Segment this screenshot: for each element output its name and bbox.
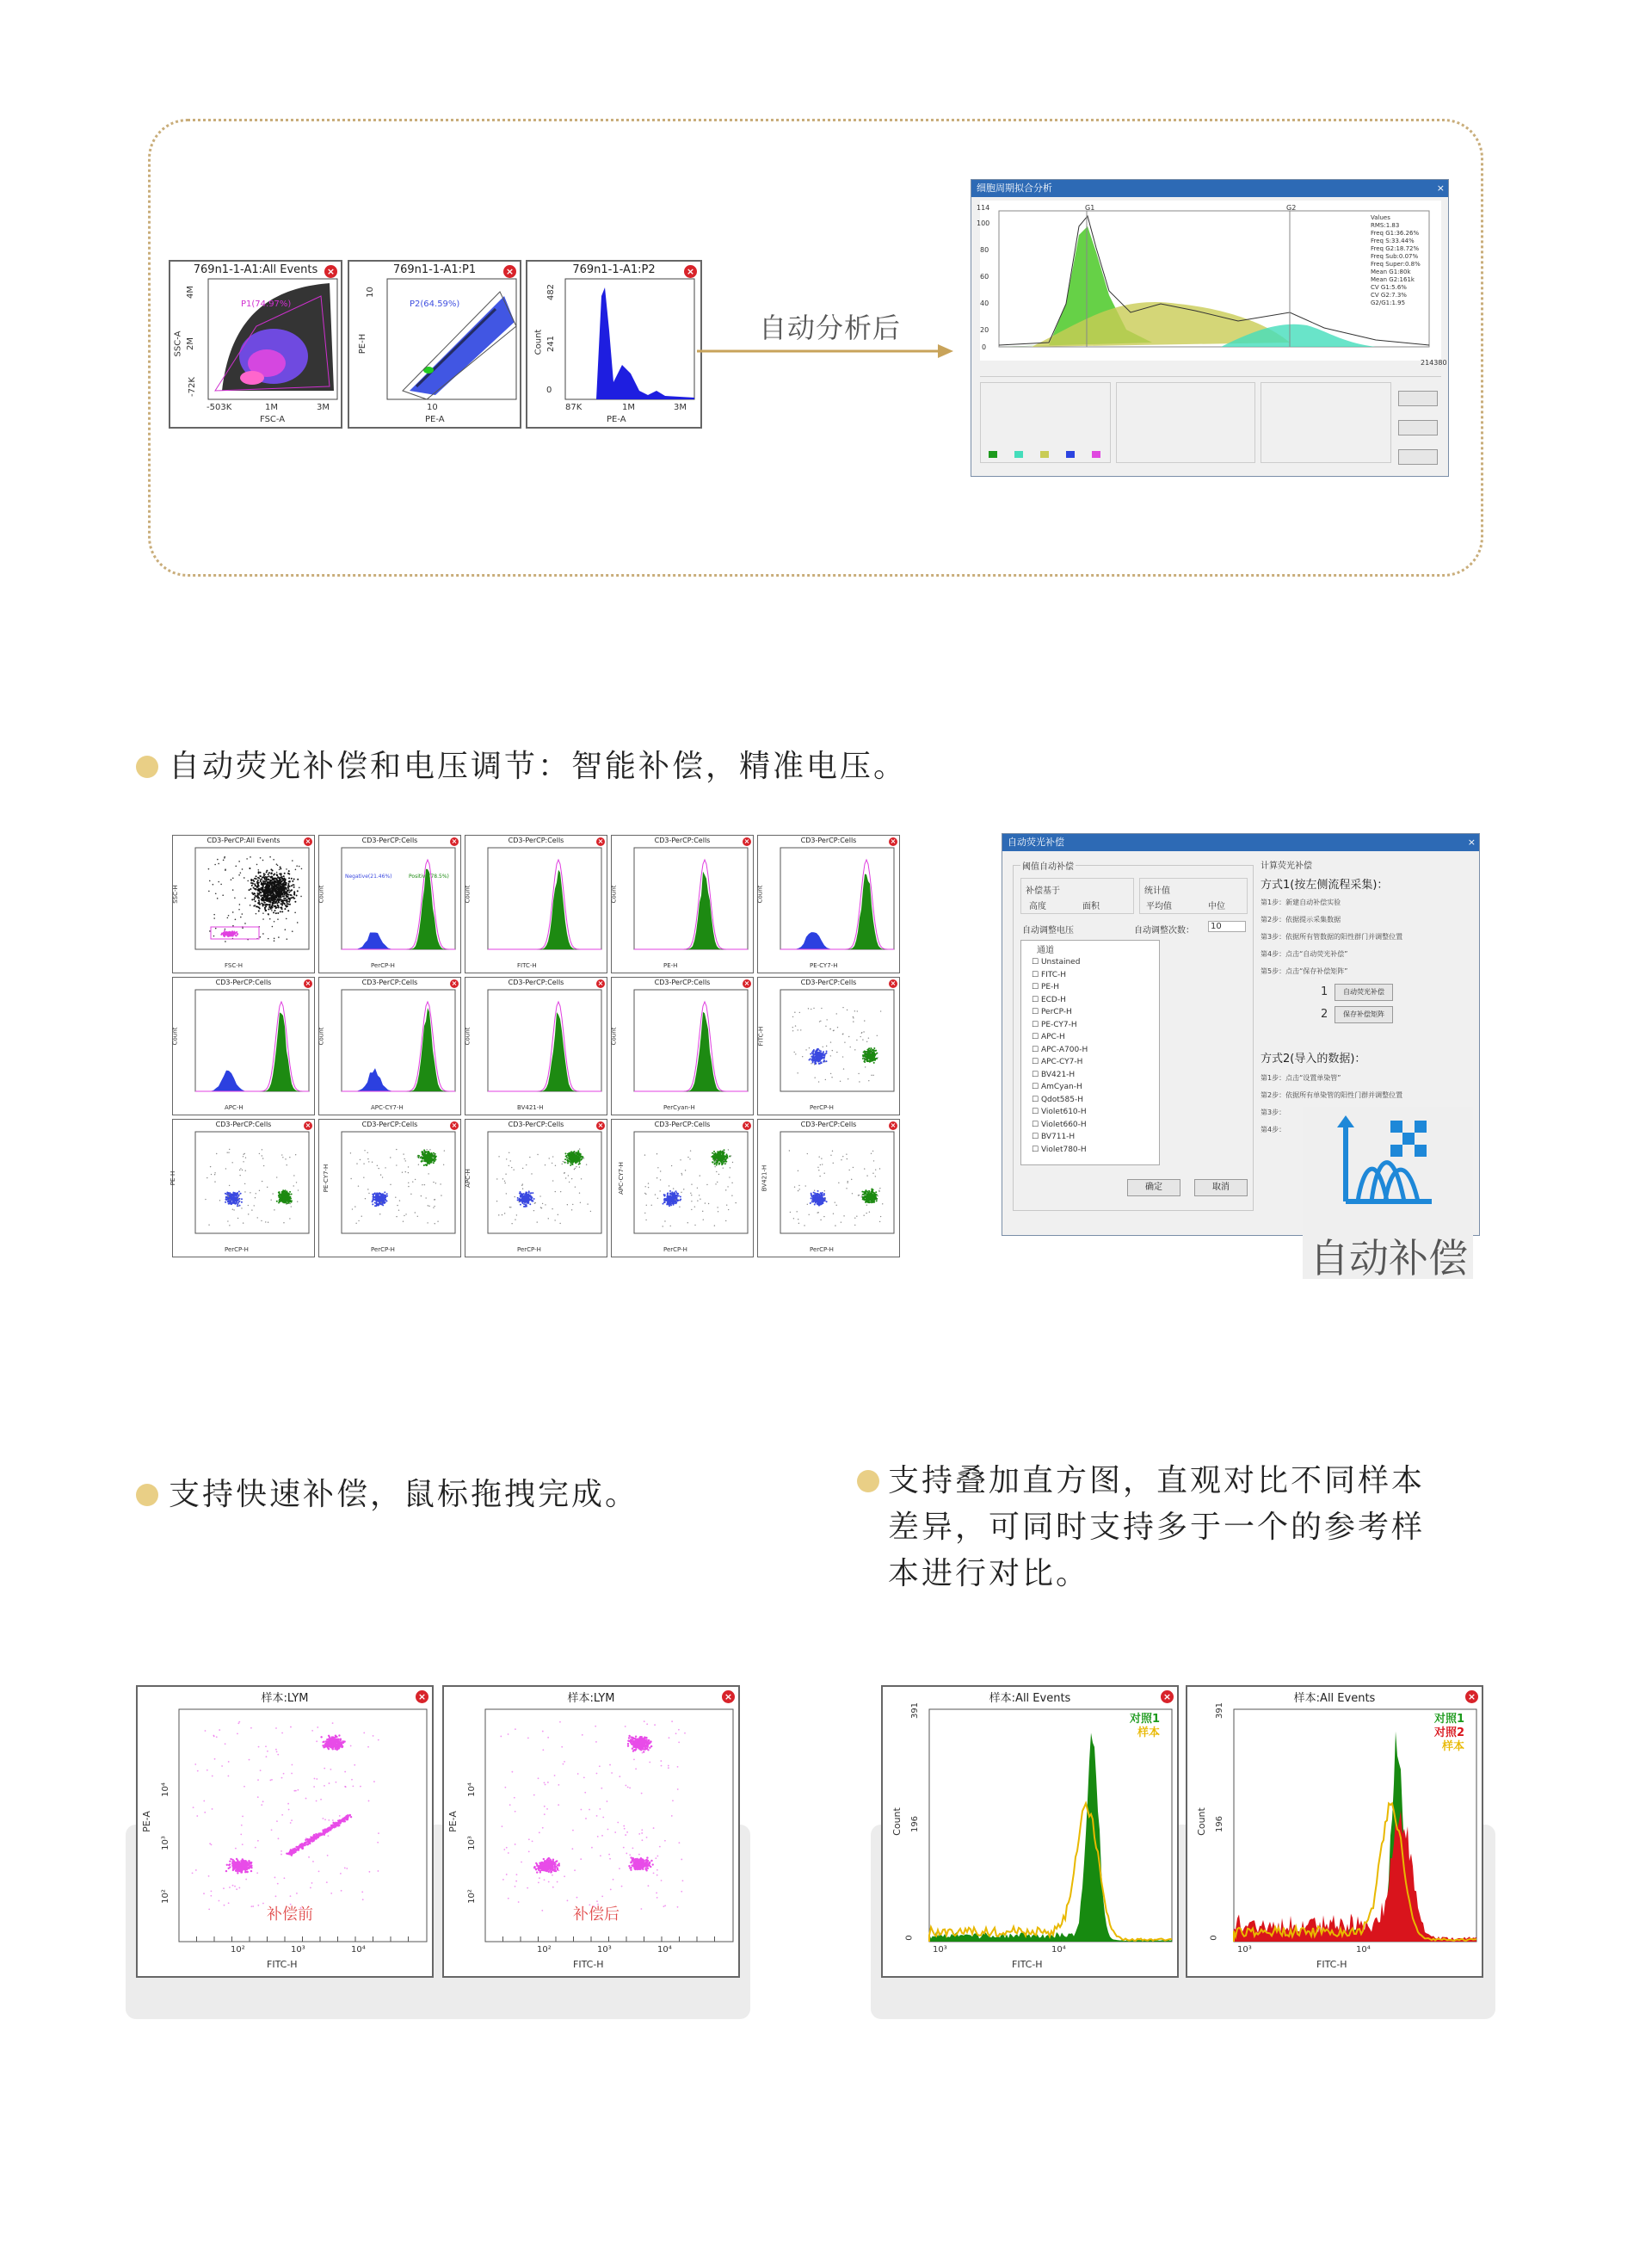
plot-title: 样本:All Events bbox=[1293, 1692, 1376, 1705]
radio-area[interactable]: 面积 bbox=[1082, 902, 1100, 911]
dialog-title: 自动荧光补偿 bbox=[1002, 834, 1479, 851]
section1-heading: 自动荧光补偿和电压调节：智能补偿，精准电压。 bbox=[169, 749, 908, 784]
y-axis-label: PE-H bbox=[358, 333, 368, 355]
y-tick: 10⁴ bbox=[466, 1782, 477, 1797]
x-tick: 1M bbox=[265, 403, 278, 412]
channel-item[interactable] bbox=[1032, 1094, 1088, 1107]
x-tick: 10³ bbox=[597, 1945, 612, 1955]
x-tick: 10⁴ bbox=[657, 1945, 672, 1955]
checkbox-icon[interactable]: ☐ bbox=[1032, 1133, 1041, 1141]
step-text: 第3步： bbox=[1261, 1109, 1286, 1116]
x-axis-label: FITC-H bbox=[1012, 1959, 1043, 1970]
channel-item[interactable] bbox=[1032, 981, 1088, 994]
close-icon[interactable]: × bbox=[684, 265, 697, 278]
plot-title: CD3-PerCP:Cells bbox=[215, 979, 272, 986]
step-text: 第3步：依据所有管数据的阳性群门并调整位置 bbox=[1261, 933, 1403, 941]
plot-title: CD3-PerCP:Cells bbox=[361, 979, 418, 986]
export-button[interactable] bbox=[1398, 449, 1438, 465]
x-tick: 10⁴ bbox=[1051, 1945, 1066, 1955]
channel-label: PE-H bbox=[1040, 983, 1060, 991]
bullet-icon bbox=[136, 756, 158, 778]
channel-label: BV421-H bbox=[1040, 1070, 1076, 1079]
gate-label: Positive(78.5%) bbox=[409, 874, 449, 880]
channel-label: AmCyan-H bbox=[1040, 1083, 1082, 1091]
ok-button[interactable]: 确定 bbox=[1127, 1179, 1180, 1196]
x-tick: 10⁴ bbox=[351, 1945, 366, 1955]
y-axis-label: PE-A bbox=[140, 1811, 152, 1832]
x-axis-label: PE-CY7-H bbox=[810, 962, 838, 969]
grid-plot[interactable] bbox=[611, 835, 754, 973]
plot-p2-histogram[interactable] bbox=[526, 260, 702, 429]
step-text: 第5步：点击“保存补偿矩阵” bbox=[1261, 967, 1348, 975]
close-icon[interactable]: × bbox=[743, 979, 750, 987]
y-tick: 0 bbox=[982, 343, 987, 351]
channel-label: APC-CY7-H bbox=[1040, 1058, 1083, 1066]
plot-canvas bbox=[319, 836, 462, 974]
step-text: 第1步：新建自动补偿实验 bbox=[1261, 899, 1341, 906]
y-tick: 0 bbox=[904, 1935, 915, 1941]
x-axis-label: FITC-H bbox=[573, 1959, 604, 1970]
y-tick: 391 bbox=[910, 1702, 921, 1720]
x-axis-label: PerCyan-H bbox=[663, 1104, 695, 1111]
channel-label: PE-CY7-H bbox=[1040, 1020, 1077, 1029]
y-tick: 10² bbox=[160, 1889, 170, 1904]
channel-list[interactable] bbox=[1020, 940, 1160, 1165]
channel-item[interactable] bbox=[1032, 1144, 1088, 1157]
step-text: 第2步：依据所有单染管的阳性门群并调整位置 bbox=[1261, 1091, 1403, 1099]
y-axis-label: PE-H bbox=[170, 1170, 177, 1186]
arrow-label: 自动分析后 bbox=[759, 312, 902, 344]
step-text: 第4步：点击“自动荧光补偿” bbox=[1261, 950, 1348, 958]
x-axis-label: PerCP-H bbox=[663, 1246, 687, 1253]
bullet-icon bbox=[136, 1484, 158, 1506]
auto-compensation-badge bbox=[1303, 1107, 1473, 1282]
plot-title: CD3-PerCP:Cells bbox=[215, 1121, 272, 1128]
channel-label: Violet610-H bbox=[1040, 1108, 1087, 1116]
group-label: 计算荧光补偿 bbox=[1261, 862, 1312, 871]
plot-canvas bbox=[173, 978, 316, 1116]
arrow-right-icon bbox=[697, 341, 955, 361]
x-tick: 3M bbox=[317, 403, 330, 412]
y-tick: 114 bbox=[977, 204, 990, 212]
channel-label: APC-A700-H bbox=[1040, 1045, 1088, 1054]
y-axis-label: Count bbox=[533, 329, 544, 355]
plot-before-compensation[interactable] bbox=[136, 1685, 434, 1978]
plot-title: CD3-PerCP:Cells bbox=[800, 979, 857, 986]
plot-title: CD3-PerCP:Cells bbox=[361, 837, 418, 844]
radio-mean[interactable]: 平均值 bbox=[1146, 902, 1172, 911]
method2-title: 方式2(导入的数据)： bbox=[1261, 1053, 1366, 1065]
grid-plot[interactable] bbox=[465, 835, 607, 973]
checkbox-icon[interactable]: ☐ bbox=[1032, 1145, 1041, 1154]
fit-button[interactable] bbox=[1398, 391, 1438, 406]
close-icon[interactable]: × bbox=[597, 1121, 604, 1129]
channel-item[interactable] bbox=[1032, 1081, 1088, 1094]
channel-item[interactable] bbox=[1032, 969, 1088, 982]
checkbox-icon[interactable]: ☐ bbox=[1032, 1083, 1041, 1091]
plot-canvas bbox=[173, 1120, 316, 1258]
channel-item[interactable] bbox=[1032, 956, 1088, 969]
step-number: 2 bbox=[1321, 1008, 1328, 1021]
legend-entry: 对照1 bbox=[1433, 1713, 1464, 1726]
checkbox-icon[interactable]: ☐ bbox=[1032, 1095, 1041, 1104]
dialog-title: 细胞周期拟合分析 bbox=[971, 180, 1448, 197]
step-text: 第1步：点击“设置单染管” bbox=[1261, 1074, 1341, 1082]
heading-line: 差异，可同时支持多于一个的参考样 bbox=[888, 1510, 1426, 1545]
x-tick: 214380 bbox=[1421, 359, 1447, 367]
grid-plot[interactable] bbox=[465, 1119, 607, 1257]
plot-title: CD3-PerCP:Cells bbox=[654, 837, 711, 844]
channel-item[interactable] bbox=[1032, 1006, 1088, 1019]
y-tick: 196 bbox=[910, 1815, 921, 1833]
grid-plot[interactable] bbox=[172, 1119, 315, 1257]
grid-plot[interactable] bbox=[172, 835, 315, 973]
checkbox-icon[interactable]: ☐ bbox=[1032, 1045, 1041, 1054]
channel-header: 通道 bbox=[1037, 946, 1054, 955]
plot-canvas bbox=[465, 978, 608, 1116]
x-axis-label: PerCP-H bbox=[225, 1246, 249, 1253]
close-icon[interactable]: × bbox=[1467, 837, 1476, 848]
close-icon[interactable]: × bbox=[890, 1121, 897, 1129]
x-axis-label: PerCP-H bbox=[371, 1246, 395, 1253]
x-axis-label: FITC-H bbox=[267, 1959, 298, 1970]
plot-canvas bbox=[612, 978, 755, 1116]
y-axis-label: Count bbox=[756, 885, 764, 904]
plot-after-compensation[interactable] bbox=[442, 1685, 740, 1978]
channel-item[interactable] bbox=[1032, 1019, 1088, 1032]
channel-label: ECD-H bbox=[1040, 995, 1066, 1004]
x-axis-label: FSC-H bbox=[225, 962, 243, 969]
y-tick: 10³ bbox=[466, 1836, 477, 1850]
plot-title: CD3-PerCP:All Events bbox=[206, 837, 280, 844]
step-text: 第2步：依据提示采集数据 bbox=[1261, 916, 1341, 923]
y-axis-label: SSC-H bbox=[171, 885, 179, 904]
checkbox-icon[interactable]: ☐ bbox=[1032, 1058, 1041, 1066]
x-tick: 10³ bbox=[1237, 1945, 1252, 1955]
plot-p1[interactable] bbox=[348, 260, 521, 429]
y-tick: 10² bbox=[466, 1889, 477, 1904]
plot-title: CD3-PerCP:Cells bbox=[508, 979, 564, 986]
plot-canvas bbox=[319, 1120, 462, 1258]
close-icon[interactable]: × bbox=[503, 265, 516, 278]
y-axis-label: Count bbox=[317, 885, 325, 904]
checkbox-icon[interactable]: ☐ bbox=[1032, 995, 1041, 1004]
scatter-canvas bbox=[444, 1687, 742, 1980]
plot-title: CD3-PerCP:Cells bbox=[654, 979, 711, 986]
x-tick: -503K bbox=[206, 403, 232, 412]
save-matrix-button[interactable]: 保存补偿矩阵 bbox=[1335, 1006, 1393, 1023]
channel-item[interactable] bbox=[1032, 994, 1088, 1007]
left-group bbox=[1013, 862, 1254, 1211]
y-tick: 196 bbox=[1215, 1815, 1225, 1833]
y-axis-label: FITC-H bbox=[757, 1026, 765, 1047]
plot-canvas bbox=[465, 1120, 608, 1258]
close-icon[interactable]: × bbox=[597, 979, 604, 987]
close-icon[interactable]: × bbox=[597, 837, 604, 845]
plot-all-events[interactable] bbox=[169, 260, 342, 429]
x-tick: 10² bbox=[537, 1945, 552, 1955]
y-tick: 20 bbox=[980, 326, 989, 334]
grid-plot[interactable] bbox=[757, 1119, 900, 1257]
channel-label: Unstained bbox=[1040, 958, 1081, 967]
checkbox-icon[interactable]: ☐ bbox=[1032, 958, 1041, 967]
grid-plot[interactable] bbox=[757, 977, 900, 1115]
gate-label: P1(74.97%) bbox=[241, 300, 292, 309]
plot-title: CD3-PerCP:Cells bbox=[800, 837, 857, 844]
grid-plot[interactable] bbox=[318, 835, 461, 973]
gate-label: Negative(21.46%) bbox=[345, 874, 392, 880]
checkbox-icon[interactable]: ☐ bbox=[1032, 1108, 1041, 1116]
checkbox-icon[interactable]: ☐ bbox=[1032, 1020, 1041, 1029]
x-axis-label: PerCP-H bbox=[371, 962, 395, 969]
channel-label: Violet780-H bbox=[1040, 1145, 1087, 1154]
x-axis-label: PerCP-H bbox=[517, 1246, 541, 1253]
y-axis-label: Count bbox=[171, 1027, 179, 1046]
y-tick: 0 bbox=[1209, 1935, 1219, 1941]
y-axis-label: Count bbox=[464, 885, 472, 904]
method1-title: 方式1(按左侧流程采集)： bbox=[1261, 879, 1389, 892]
group-label: 阈值自动补偿 bbox=[1020, 859, 1076, 872]
section2-heading: 支持快速补偿，鼠标拖拽完成。 bbox=[169, 1477, 639, 1512]
close-icon[interactable]: × bbox=[743, 837, 750, 845]
close-icon[interactable]: × bbox=[324, 265, 337, 278]
x-axis-label: PerCP-H bbox=[810, 1104, 834, 1111]
stats-panel: Values RMS:1.83 Freq G1:36.26% Freq S:33.44% Freq G2:18.72% Freq Sub:0.07% Freq Super:0.8% Mean G1:80k Mean G2:161k CV G1:5.6% CV G2:7.3% G2/G1:1.95 bbox=[1371, 214, 1421, 306]
channel-item[interactable] bbox=[1032, 1131, 1088, 1144]
y-tick: 10 bbox=[365, 287, 375, 298]
plot-canvas bbox=[612, 836, 755, 974]
compensation-annotation: 补偿后 bbox=[573, 1905, 620, 1924]
save-button[interactable] bbox=[1398, 420, 1438, 435]
y-axis-label: Count bbox=[610, 1027, 618, 1046]
plot-canvas bbox=[612, 1120, 755, 1258]
channel-item[interactable] bbox=[1032, 1106, 1088, 1119]
step-number: 1 bbox=[1321, 985, 1328, 998]
y-tick: 2M bbox=[186, 337, 195, 350]
y-axis-label: Count bbox=[317, 1027, 325, 1046]
auto-voltage-checkbox[interactable]: 自动调整电压 bbox=[1022, 926, 1074, 936]
x-tick: 10² bbox=[231, 1945, 245, 1955]
x-tick: 10 bbox=[427, 403, 438, 412]
y-tick: 241 bbox=[546, 335, 557, 353]
y-tick: 0 bbox=[546, 386, 552, 395]
close-icon[interactable]: × bbox=[451, 837, 458, 845]
y-axis-label: BV421-H bbox=[761, 1164, 768, 1192]
y-tick: -72K bbox=[187, 377, 197, 397]
close-icon[interactable]: × bbox=[1465, 1690, 1478, 1703]
peak-label: G2 bbox=[1286, 204, 1297, 212]
checkbox-icon[interactable]: ☐ bbox=[1032, 970, 1041, 979]
legend-entry: 样本 bbox=[1137, 1726, 1160, 1739]
close-icon[interactable]: × bbox=[416, 1690, 428, 1703]
plot-canvas bbox=[465, 836, 608, 974]
x-axis-label: BV421-H bbox=[517, 1104, 544, 1111]
stat-label: 统计值 bbox=[1144, 886, 1170, 896]
grid-plot[interactable] bbox=[318, 977, 461, 1115]
heading-line: 支持叠加直方图，直观对比不同样本 bbox=[888, 1463, 1426, 1498]
channel-label: BV711-H bbox=[1040, 1133, 1076, 1141]
plot-title: CD3-PerCP:Cells bbox=[508, 837, 564, 844]
x-tick: 10³ bbox=[291, 1945, 305, 1955]
grid-plot[interactable] bbox=[465, 977, 607, 1115]
channel-item[interactable] bbox=[1032, 1119, 1088, 1132]
close-icon[interactable]: × bbox=[890, 979, 897, 987]
channel-label: Qdot585-H bbox=[1040, 1095, 1083, 1104]
checkbox-icon[interactable]: ☐ bbox=[1032, 1120, 1041, 1129]
legend-entry: 样本 bbox=[1441, 1740, 1464, 1753]
plot-overlay-histogram-2[interactable] bbox=[1186, 1685, 1483, 1978]
y-tick: 391 bbox=[1215, 1702, 1225, 1720]
plot-canvas bbox=[319, 978, 462, 1116]
close-icon[interactable]: × bbox=[451, 979, 458, 987]
x-axis-label: FITC-H bbox=[517, 962, 537, 969]
grid-plot[interactable] bbox=[611, 977, 754, 1115]
x-axis-label: FITC-H bbox=[1316, 1959, 1347, 1970]
channel-label: APC-H bbox=[1040, 1033, 1065, 1041]
checkbox-icon[interactable]: ☐ bbox=[1032, 1008, 1041, 1016]
x-tick: 1M bbox=[622, 403, 635, 412]
x-tick: 10⁴ bbox=[1356, 1945, 1371, 1955]
y-axis-label: Count bbox=[464, 1027, 472, 1046]
plot-title: 769n1-1-A1:P2 bbox=[572, 263, 656, 276]
legend-entry: 对照2 bbox=[1433, 1726, 1464, 1739]
plot-canvas bbox=[758, 1120, 901, 1258]
y-axis-label: SSC-A bbox=[173, 330, 183, 357]
gate-label: P2(64.59%) bbox=[410, 300, 460, 309]
x-axis-label: FSC-A bbox=[260, 415, 286, 424]
x-tick: 87K bbox=[565, 403, 583, 412]
y-tick: 482 bbox=[546, 283, 557, 301]
scatter-canvas bbox=[138, 1687, 435, 1980]
y-tick: 100 bbox=[977, 219, 990, 227]
iterations-input[interactable]: 10 bbox=[1208, 921, 1246, 932]
checkbox-icon[interactable]: ☐ bbox=[1032, 983, 1041, 991]
x-tick: 10³ bbox=[933, 1945, 947, 1955]
close-icon[interactable]: × bbox=[743, 1121, 750, 1129]
basis-label: 补偿基于 bbox=[1026, 886, 1060, 896]
y-axis-label: PE-CY7-H bbox=[323, 1164, 330, 1193]
channel-item[interactable] bbox=[1032, 1056, 1088, 1069]
y-tick: 80 bbox=[980, 246, 989, 254]
grid-plot[interactable] bbox=[318, 1119, 461, 1257]
y-tick: 10³ bbox=[160, 1836, 170, 1850]
y-axis-label: PE-A bbox=[447, 1811, 459, 1832]
channel-label: Violet660-H bbox=[1040, 1120, 1087, 1129]
close-icon[interactable]: × bbox=[1161, 1690, 1174, 1703]
x-axis-label: PE-A bbox=[607, 415, 626, 424]
cell-cycle-dialog[interactable] bbox=[971, 179, 1449, 477]
grid-plot[interactable] bbox=[172, 977, 315, 1115]
y-tick: 60 bbox=[980, 273, 989, 281]
y-axis-label: APC-CY7-H bbox=[617, 1162, 625, 1195]
channel-item[interactable] bbox=[1032, 1031, 1088, 1044]
y-tick: 10⁴ bbox=[160, 1782, 170, 1797]
heading-line: 本进行对比。 bbox=[888, 1556, 1090, 1591]
y-tick: 40 bbox=[980, 300, 989, 307]
y-axis-label: Count bbox=[891, 1807, 903, 1836]
iterations-label: 自动调整次数： bbox=[1134, 926, 1194, 936]
cancel-button[interactable]: 取消 bbox=[1194, 1179, 1248, 1196]
x-axis-label: PE-H bbox=[663, 962, 678, 969]
plot-title: 样本:LYM bbox=[567, 1692, 615, 1705]
plot-title: 769n1-1-A1:P1 bbox=[392, 263, 477, 276]
section3-heading bbox=[888, 1458, 1425, 1597]
close-icon[interactable]: × bbox=[722, 1690, 735, 1703]
compensation-plot-grid bbox=[172, 835, 905, 1262]
channel-item[interactable] bbox=[1032, 1069, 1088, 1082]
checkbox-icon[interactable]: ☐ bbox=[1032, 1070, 1041, 1079]
auto-compensate-button[interactable]: 自动荧光补偿 bbox=[1335, 984, 1393, 1001]
channel-label: FITC-H bbox=[1040, 970, 1067, 979]
x-axis-label: APC-CY7-H bbox=[371, 1104, 404, 1111]
x-axis-label: PerCP-H bbox=[810, 1246, 834, 1253]
close-icon[interactable]: × bbox=[1436, 182, 1445, 194]
settings-panel bbox=[980, 376, 1441, 470]
plot-title: CD3-PerCP:Cells bbox=[800, 1121, 857, 1128]
close-icon[interactable]: × bbox=[890, 837, 897, 845]
compensation-annotation: 补偿前 bbox=[267, 1905, 313, 1924]
bullet-icon bbox=[857, 1470, 879, 1492]
x-tick: 3M bbox=[674, 403, 687, 412]
plot-canvas bbox=[758, 978, 901, 1116]
overlay-histogram-canvas bbox=[883, 1687, 1180, 1980]
close-icon[interactable]: × bbox=[451, 1121, 458, 1129]
plot-title: CD3-PerCP:Cells bbox=[361, 1121, 418, 1128]
peak-label: G1 bbox=[1085, 204, 1095, 212]
grid-plot[interactable] bbox=[611, 1119, 754, 1257]
compensation-matrix-icon bbox=[1337, 1115, 1440, 1210]
plot-canvas bbox=[758, 836, 901, 974]
x-axis-label: PE-A bbox=[425, 415, 445, 424]
plot-title: 769n1-1-A1:All Events bbox=[193, 263, 318, 276]
channel-label: PerCP-H bbox=[1040, 1008, 1072, 1016]
x-axis-label: APC-H bbox=[225, 1104, 243, 1111]
close-icon[interactable]: × bbox=[305, 1121, 311, 1129]
y-axis-label: APC-H bbox=[464, 1169, 472, 1188]
close-icon[interactable]: × bbox=[305, 837, 311, 845]
y-tick: 4M bbox=[186, 286, 195, 299]
plot-title: CD3-PerCP:Cells bbox=[508, 1121, 564, 1128]
close-icon[interactable]: × bbox=[305, 979, 311, 987]
plot-title: 样本:LYM bbox=[261, 1692, 309, 1705]
channel-item[interactable] bbox=[1032, 1044, 1088, 1057]
plot-overlay-histogram-1[interactable] bbox=[881, 1685, 1179, 1978]
radio-height[interactable]: 高度 bbox=[1029, 902, 1046, 911]
plot-title: 样本:All Events bbox=[989, 1692, 1071, 1705]
grid-plot[interactable] bbox=[757, 835, 900, 973]
y-axis-label: Count bbox=[610, 885, 618, 904]
step-text: 第4步： bbox=[1261, 1126, 1286, 1133]
y-axis-label: Count bbox=[1195, 1807, 1207, 1836]
legend-entry: 对照1 bbox=[1129, 1713, 1160, 1726]
radio-median[interactable]: 中位 bbox=[1208, 902, 1225, 911]
checkbox-icon[interactable]: ☐ bbox=[1032, 1033, 1041, 1041]
plot-canvas bbox=[173, 836, 316, 974]
plot-title: CD3-PerCP:Cells bbox=[654, 1121, 711, 1128]
badge-label: 自动补偿 bbox=[1310, 1235, 1468, 1282]
